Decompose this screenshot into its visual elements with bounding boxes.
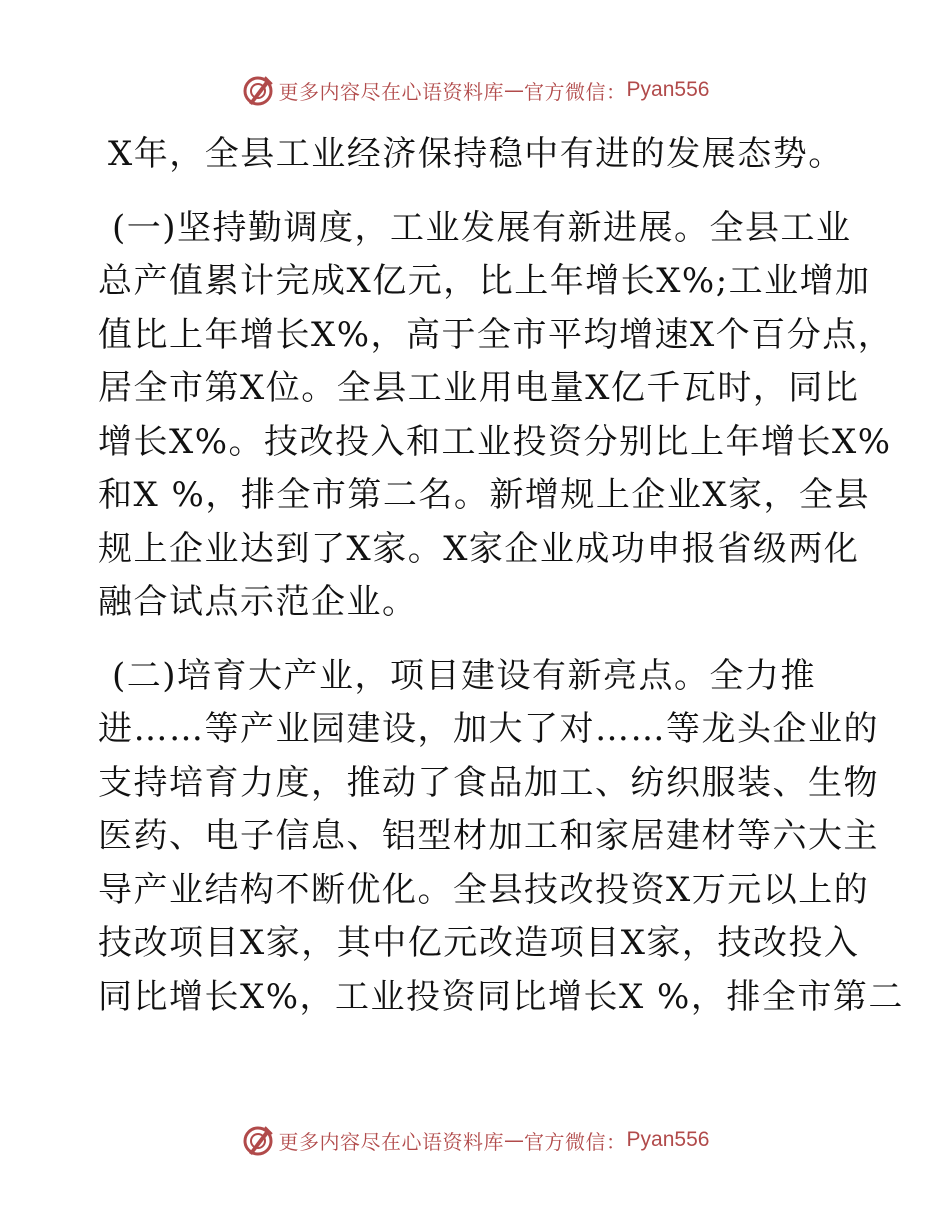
text-line: 同比增长X%，工业投资同比增长X %，排全市第二 — [98, 976, 904, 1017]
quill-logo-icon — [241, 73, 275, 107]
watermark-wechat-label: 官方微信： — [524, 79, 627, 104]
watermark-separator: — — [504, 1128, 525, 1152]
watermark-wechat-id: Pyan556 — [626, 1128, 710, 1151]
text-line: (二)培育大产业，项目建设有新亮点。全力推 — [112, 655, 817, 696]
header-watermark-inner — [241, 73, 710, 107]
text-line: 进……等产业园建设，加大了对……等龙头企业的 — [98, 709, 879, 749]
watermark-wechat-label: 官方微信： — [524, 1129, 627, 1154]
text-line: 值比上年增长X%，高于全市平均增速X个百分点， — [98, 314, 894, 355]
text-line: 规上企业达到了X家。X家企业成功申报省级两化 — [98, 528, 860, 569]
text-line: 融合试点示范企业。 — [98, 582, 418, 622]
paragraph-section-2 — [98, 650, 904, 1025]
text-line: (一)坚持勤调度，工业发展有新进展。全县工业 — [112, 207, 852, 248]
document-body — [98, 128, 904, 1024]
text-line: 和X %，排全市第二名。新增规上企业X家，全县 — [98, 475, 871, 515]
text-line: X年，全县工业经济保持稳中有进的发展态势。 — [108, 134, 844, 174]
paragraph-section-1 — [98, 202, 894, 630]
watermark-separator: — — [504, 78, 525, 102]
watermark-wechat-id: Pyan556 — [626, 78, 710, 101]
paragraph-intro — [98, 128, 858, 182]
text-line: 居全市第X位。全县工业用电量X亿千瓦时，同比 — [98, 368, 860, 408]
watermark-slogan: 更多内容尽在心语资料库 — [278, 79, 505, 104]
footer-watermark-inner — [241, 1123, 710, 1157]
header-watermark — [0, 70, 950, 110]
footer-watermark — [0, 1120, 950, 1160]
text-line: 支持培育力度，推动了食品加工、纺织服装、生物 — [98, 762, 879, 803]
text-line: 增长X%。技改投入和工业投资分别比上年增长X% — [98, 421, 892, 462]
text-line: 导产业结构不断优化。全县技改投资X万元以上的 — [98, 869, 870, 910]
text-line: 总产值累计完成X亿元，比上年增长X%;工业增加 — [98, 261, 871, 301]
watermark-slogan: 更多内容尽在心语资料库 — [278, 1129, 505, 1154]
quill-logo-icon — [241, 1123, 275, 1157]
text-line: 技改项目X家，其中亿元改造项目X家，技改投入 — [98, 923, 860, 963]
text-line: 医药、电子信息、铝型材加工和家居建材等六大主 — [98, 816, 879, 856]
